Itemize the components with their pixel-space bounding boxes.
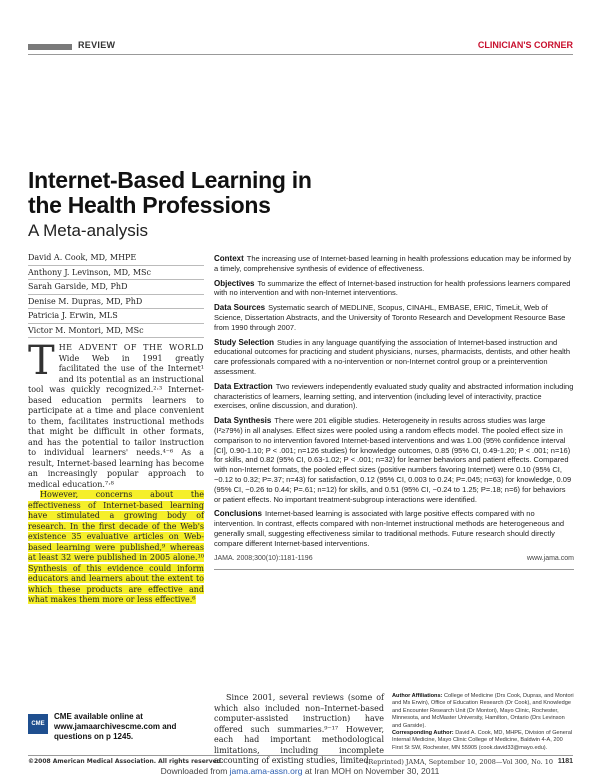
abstract-heading: Data Synthesis — [214, 416, 272, 426]
footer-rule — [28, 755, 573, 756]
article-title: Internet-Based Learning in the Health Professions — [28, 167, 312, 218]
abstract — [214, 254, 574, 570]
author-affiliations — [392, 693, 574, 752]
author: Denise M. Dupras, MD, PhD — [28, 295, 204, 310]
header-rule — [28, 54, 573, 55]
lead-paragraph-1 — [28, 338, 204, 490]
author: Sarah Garside, MD, PhD — [28, 280, 204, 295]
abstract-data-extraction — [214, 382, 574, 411]
abstract-text: Two reviewers independently evaluated study quality and abstracted information including characteristics of learners, learning setting, and intervention (including level of interactivity, practice exercises, online discussion, and duration). — [214, 381, 574, 411]
download-prefix: Downloaded from — [160, 766, 228, 776]
corresponding-author-heading: Corresponding Author: — [392, 730, 454, 737]
cme-logo-icon: CME — [28, 714, 48, 734]
abstract-heading: Conclusions — [214, 509, 263, 519]
author: Anthony J. Levinson, MD, MSc — [28, 266, 204, 281]
affiliations-text: College of Medicine (Drs Cook, Dupras, and Montori and Ms Erwin), Office of Education Research (Dr Cook), and Knowledge and Encounter Research Unit (Dr Montori), Mayo Clinic, Rochester, Minnesota, and McMaster University, Hamilton, Ontario (Drs Levinson and Garside). — [392, 693, 574, 729]
journal-website: www.jama.com — [526, 554, 574, 562]
abstract-data-synthesis — [214, 416, 574, 504]
lead-text — [28, 338, 204, 606]
abstract-conclusions — [214, 509, 574, 548]
highlighted-text: However, concerns about the effectiveness of Internet-based learning have stimulated a growing body of research. In the first decade of the Web's existence 35 evaluative articles on Web-based learning were published,⁹ whereas at least 32 were published in 2005 alone.¹⁰ Synthesis of this evidence could inform educators and learners about the extent to which these products are effective and what makes them more or less effective.⁶ — [28, 490, 204, 604]
journal-reference: (Reprinted) JAMA, September 10, 2008—Vol 300, No. 10 — [365, 758, 553, 766]
abstract-study-selection — [214, 338, 574, 377]
abstract-heading: Objectives — [214, 278, 255, 288]
page-number: 1181 — [557, 758, 573, 765]
abstract-text: Internet-based learning is associated with large positive effects compared with no intervention. In contrast, effects compared with non-Internet instructional methods are heterogeneous and generally small, suggesting effectiveness similar to traditional methods. Future research should directly compare different Internet-based interventions. — [214, 509, 565, 548]
affiliations-heading: Author Affiliations: — [392, 693, 443, 699]
abstract-text: There were 201 eligible studies. Heterogeneity in results across studies was large (I²≥79%) in all analyses. Effect sizes were pooled using a random effects model. The pooled effect size in comparison to no intervention favored Internet-based interventions and was 1.00 (95% confidence interval [CI], 0.90-1.10; P < .001; n=126 studies) for knowledge outcomes, 0.85 (95% CI, 0.49-1.20; P < .001; n=16) for skills, and 0.82 (95% CI, 0.63-1.02; P < .001; n=32) for learner behaviors and patient effects. Compared with non-Internet formats, the pooled effect sizes (positive numbers favoring Internet) were 0.10 (95% CI, −0.12 to 0.32; P=.37; n=43) for satisfaction, 0.12 (95% CI, 0.003 to 0.24; P=.045; n=63) for knowledge, 0.09 (95% CI, −0.26 to 0.44; P=.61; n=12) for skills, and 0.51 (95% CI, −0.24 to 1.25; P=.18; n=6) for behaviors or patient effects. No important treatment-subgroup interactions were identified. — [214, 416, 572, 504]
cme-text: CME available online at www.jamaarchivescme.com and questions on p 1245. — [54, 712, 177, 741]
abstract-text: Studies in any language quantifying the association of Internet-based instruction and educational outcomes for practicing and student physicians, nurses, pharmacists, dentists, and other health care professionals compared with a no-intervention or non-Internet control group or a preintervention assessment. — [214, 337, 571, 376]
body-text-column-2: Since 2001, several reviews (some of which also included non–Internet-based computer-assisted instruction) have offered such summaries.⁹⁻¹⁷ However, each had important methodological limitations, including incomplete accounting of existing studies, limited — [214, 693, 384, 765]
abstract-heading: Study Selection — [214, 337, 275, 347]
abstract-context — [214, 254, 574, 274]
corresponding-author-text: David A. Cook, MD, MHPE, Division of General Internal Medicine, Mayo Clinic College of Medicine, Baldwin 4-A, 200 First St SW, Rochester, MN 55905 (cook.david33@mayo.edu). — [392, 730, 573, 751]
abstract-heading: Context — [214, 254, 244, 263]
author: Victor M. Montori, MD, MSc — [28, 324, 204, 339]
article-subtitle: A Meta-analysis — [28, 221, 148, 240]
lead-paragraph-1-text: Wide Web in 1991 greatly facilitated the use of the Internet¹ and its potential as an instructional tool was quickly recognized.²·³ Internet-based education permits learners to participate at a time and place convenient to them, facilitates instructional methods that might be difficult in other formats, and has the potential to tailor instruction to individual learners' needs.⁴⁻⁶ As a result, Internet-based learning has become an increasingly popular approach to medical education.⁷·⁸ — [28, 353, 204, 489]
abstract-rule — [214, 569, 574, 570]
citation-text: JAMA. 2008;300(10):1181-1196 — [214, 554, 313, 562]
copyright: ©2008 American Medical Association. All rights reserved. — [28, 758, 224, 765]
download-suffix: at Iran MOH on November 30, 2011 — [304, 766, 440, 776]
download-notice — [0, 766, 600, 776]
section-label: REVIEW — [78, 40, 116, 50]
author-list — [28, 251, 204, 338]
abstract-objectives — [214, 279, 574, 299]
abstract-text: To summarize the effect of Internet-based instruction for health professions learners compared with no intervention and with non-Internet interventions. — [214, 278, 571, 298]
abstract-text: Systematic search of MEDLINE, Scopus, CINAHL, EMBASE, ERIC, TimeLit, Web of Science, Dissertation Abstracts, and the University of Toronto Research and Development Resource Base from 1990 through 2007. — [214, 303, 566, 332]
page-header — [28, 40, 573, 56]
drop-cap: T — [28, 338, 55, 384]
abstract-citation — [214, 554, 574, 564]
abstract-text: The increasing use of Internet-based learning in health professions education may be informed by a timely, comprehensive synthesis of evidence of effectiveness. — [214, 254, 572, 273]
header-marker — [28, 44, 72, 50]
abstract-heading: Data Extraction — [214, 381, 273, 391]
lead-smallcaps: HE ADVENT OF THE WORLD — [58, 343, 204, 352]
author: Patricia J. Erwin, MLS — [28, 309, 204, 324]
lead-paragraph-2 — [28, 490, 204, 606]
author: David A. Cook, MD, MHPE — [28, 251, 204, 266]
abstract-heading: Data Sources — [214, 303, 266, 313]
download-link[interactable]: jama.ama-assn.org — [229, 766, 303, 776]
section-category: CLINICIAN'S CORNER — [477, 40, 573, 50]
abstract-data-sources — [214, 303, 574, 332]
